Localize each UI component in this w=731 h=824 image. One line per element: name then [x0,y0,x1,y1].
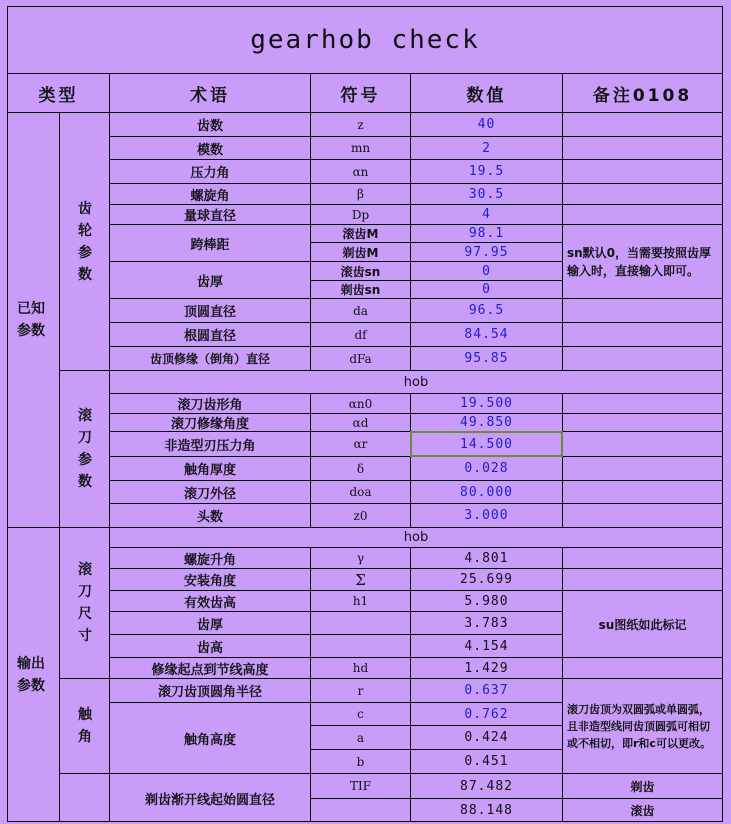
category-output-params: 输出参数 [17,656,45,694]
value-hob-span[interactable]: 98.1 [468,226,505,241]
symbol-module: mn [350,141,371,155]
term-tooth-thickness: 齿厚 [196,274,223,290]
term-root-diameter: 根圆直径 [183,329,236,344]
symbol-non-forming-pressure-angle: αr [353,437,368,451]
symbol-tooth-count: z [357,117,364,132]
symbol-root-diameter: df [354,327,367,342]
symbol-chamfer-diameter: dFa [349,351,372,366]
symbol-shave-sn: 剃齿sn [340,283,381,297]
value-tif-hobbing: 88.148 [460,803,513,818]
symbol-effective-tooth-height: h1 [352,594,369,608]
value-lead-angle: 4.801 [464,550,509,566]
term-hob-tooth-thickness: 齿厚 [196,617,223,633]
term-non-forming-pressure-angle: 非造型刃压力角 [164,438,256,454]
value-starts[interactable]: 3.000 [464,508,509,523]
term-hob-profile-angle: 滚刀齿形角 [177,398,243,413]
value-hob-profile-angle[interactable]: 19.500 [460,396,513,411]
term-helix-angle: 螺旋角 [190,188,230,204]
term-hob-tooth-height: 齿高 [196,640,223,656]
group-gear-params: 齿轮参数 [78,200,92,283]
symbol-tip-radius: r [357,683,364,698]
symbol-contact-c: c [357,707,364,721]
note-hobbing: 滚齿 [630,804,655,818]
category-known-params: 已知参数 [17,301,45,339]
value-hob-tooth-thickness: 3.783 [464,615,509,631]
term-pressure-angle: 压力角 [190,166,230,181]
value-contact-c[interactable]: 0.762 [464,706,509,722]
header-type: 类型 [38,85,79,106]
term-protuberance-thickness: 触角厚度 [183,463,236,478]
term-lead-angle: 螺旋升角 [183,552,236,568]
value-setting-angle: 25.699 [460,572,513,587]
group-hob-dimensions: 滚刀尺寸 [78,562,92,644]
group-hob-params: 滚刀参数 [78,408,92,490]
term-tooth-count: 齿数 [196,119,223,134]
note-sn-default: sn默认0，当需要按照齿厚输入时，直接输入即可。 [567,245,712,278]
value-tip-radius[interactable]: 0.637 [464,683,509,698]
value-chamfer-start-height: 1.429 [464,660,509,676]
note-hob-tip-arc: 滚刀齿顶为双圆弧或单圆弧，且非造型线同齿顶圆弧可相切或不相切，即r和c可以更改。 [567,702,711,750]
value-tooth-count[interactable]: 40 [477,117,496,132]
symbol-hob-span: 滚齿M [342,227,379,241]
value-ball-diameter[interactable]: 4 [482,207,491,222]
value-helix-angle[interactable]: 30.5 [468,186,505,202]
symbol-hob-chamfer-angle: αd [352,415,369,430]
group-contact-angle: 触角 [78,707,92,745]
symbol-hob-sn: 滚齿sn [340,264,381,279]
term-tif-diameter: 剃齿渐开线起始圆直径 [144,792,275,808]
term-chamfer-start-height: 修缘起点到节线高度 [151,662,269,678]
symbol-chamfer-start-height: hd [352,661,369,675]
symbol-protuberance-thickness: δ [356,461,365,476]
symbol-lead-angle: γ [356,551,365,565]
symbol-tif: TIF [349,779,372,793]
value-contact-b: 0.451 [464,754,509,769]
symbol-pressure-angle: αn [352,164,369,179]
value-non-forming-pressure-angle[interactable]: 14.500 [410,431,563,457]
output-hob-header: hob [403,530,429,545]
term-module: 模数 [196,142,223,158]
note-su-drawing: su图纸如此标记 [598,617,687,632]
term-ball-diameter: 量球直径 [183,209,236,224]
value-shave-span[interactable]: 97.95 [464,244,509,260]
value-root-diameter[interactable]: 84.54 [464,327,509,342]
header-term: 术语 [190,85,230,106]
header-note: 备注0108 [592,85,693,106]
term-tip-diameter: 顶圆直径 [183,305,236,320]
symbol-shave-span: 剃齿M [342,245,379,260]
term-hob-outer-diameter: 滚刀外径 [183,486,236,502]
note-shaving: 剃齿 [630,779,655,794]
term-tip-radius: 滚刀齿顶圆角半径 [157,685,262,700]
term-contact-height: 触角高度 [183,732,236,748]
value-hob-sn[interactable]: 0 [482,263,491,279]
symbol-contact-a: a [356,730,365,745]
value-protuberance-thickness[interactable]: 0.028 [464,461,509,476]
term-effective-tooth-height: 有效齿高 [183,595,236,611]
symbol-contact-b: b [356,754,365,769]
symbol-setting-angle: Σ [355,570,366,589]
header-symbol: 符号 [340,85,381,106]
value-hob-chamfer-angle[interactable]: 49.850 [460,415,513,430]
term-hob-chamfer-angle: 滚刀修缘角度 [170,417,249,432]
value-module[interactable]: 2 [482,140,491,156]
value-tip-diameter[interactable]: 96.5 [468,303,505,318]
header-value: 数值 [466,85,507,106]
term-starts: 头数 [196,510,223,525]
term-setting-angle: 安装角度 [183,574,236,589]
symbol-helix-angle: β [357,187,364,201]
value-effective-tooth-height: 5.980 [464,593,509,609]
symbol-starts: z0 [353,508,368,523]
value-pressure-angle[interactable]: 19.5 [468,164,505,179]
value-shave-sn[interactable]: 0 [482,282,491,297]
hob-section-header: hob [403,374,429,390]
value-hob-outer-diameter[interactable]: 80.000 [460,484,513,500]
value-contact-a: 0.424 [464,730,509,745]
symbol-hob-outer-diameter: doa [349,485,372,499]
term-span-over-pins: 跨棒距 [190,237,230,253]
symbol-ball-diameter: Dp [351,207,370,222]
value-tif-shaving: 87.482 [460,778,513,794]
symbol-tip-diameter: da [353,303,368,318]
value-hob-tooth-height: 4.154 [464,638,509,654]
term-chamfer-diameter: 齿顶修缘（倒角）直径 [149,352,270,366]
sheet-title: gearhob check [250,25,480,55]
value-chamfer-diameter[interactable]: 95.85 [464,351,509,366]
symbol-hob-profile-angle: αn0 [348,396,373,411]
note-cell[interactable] [563,113,722,136]
